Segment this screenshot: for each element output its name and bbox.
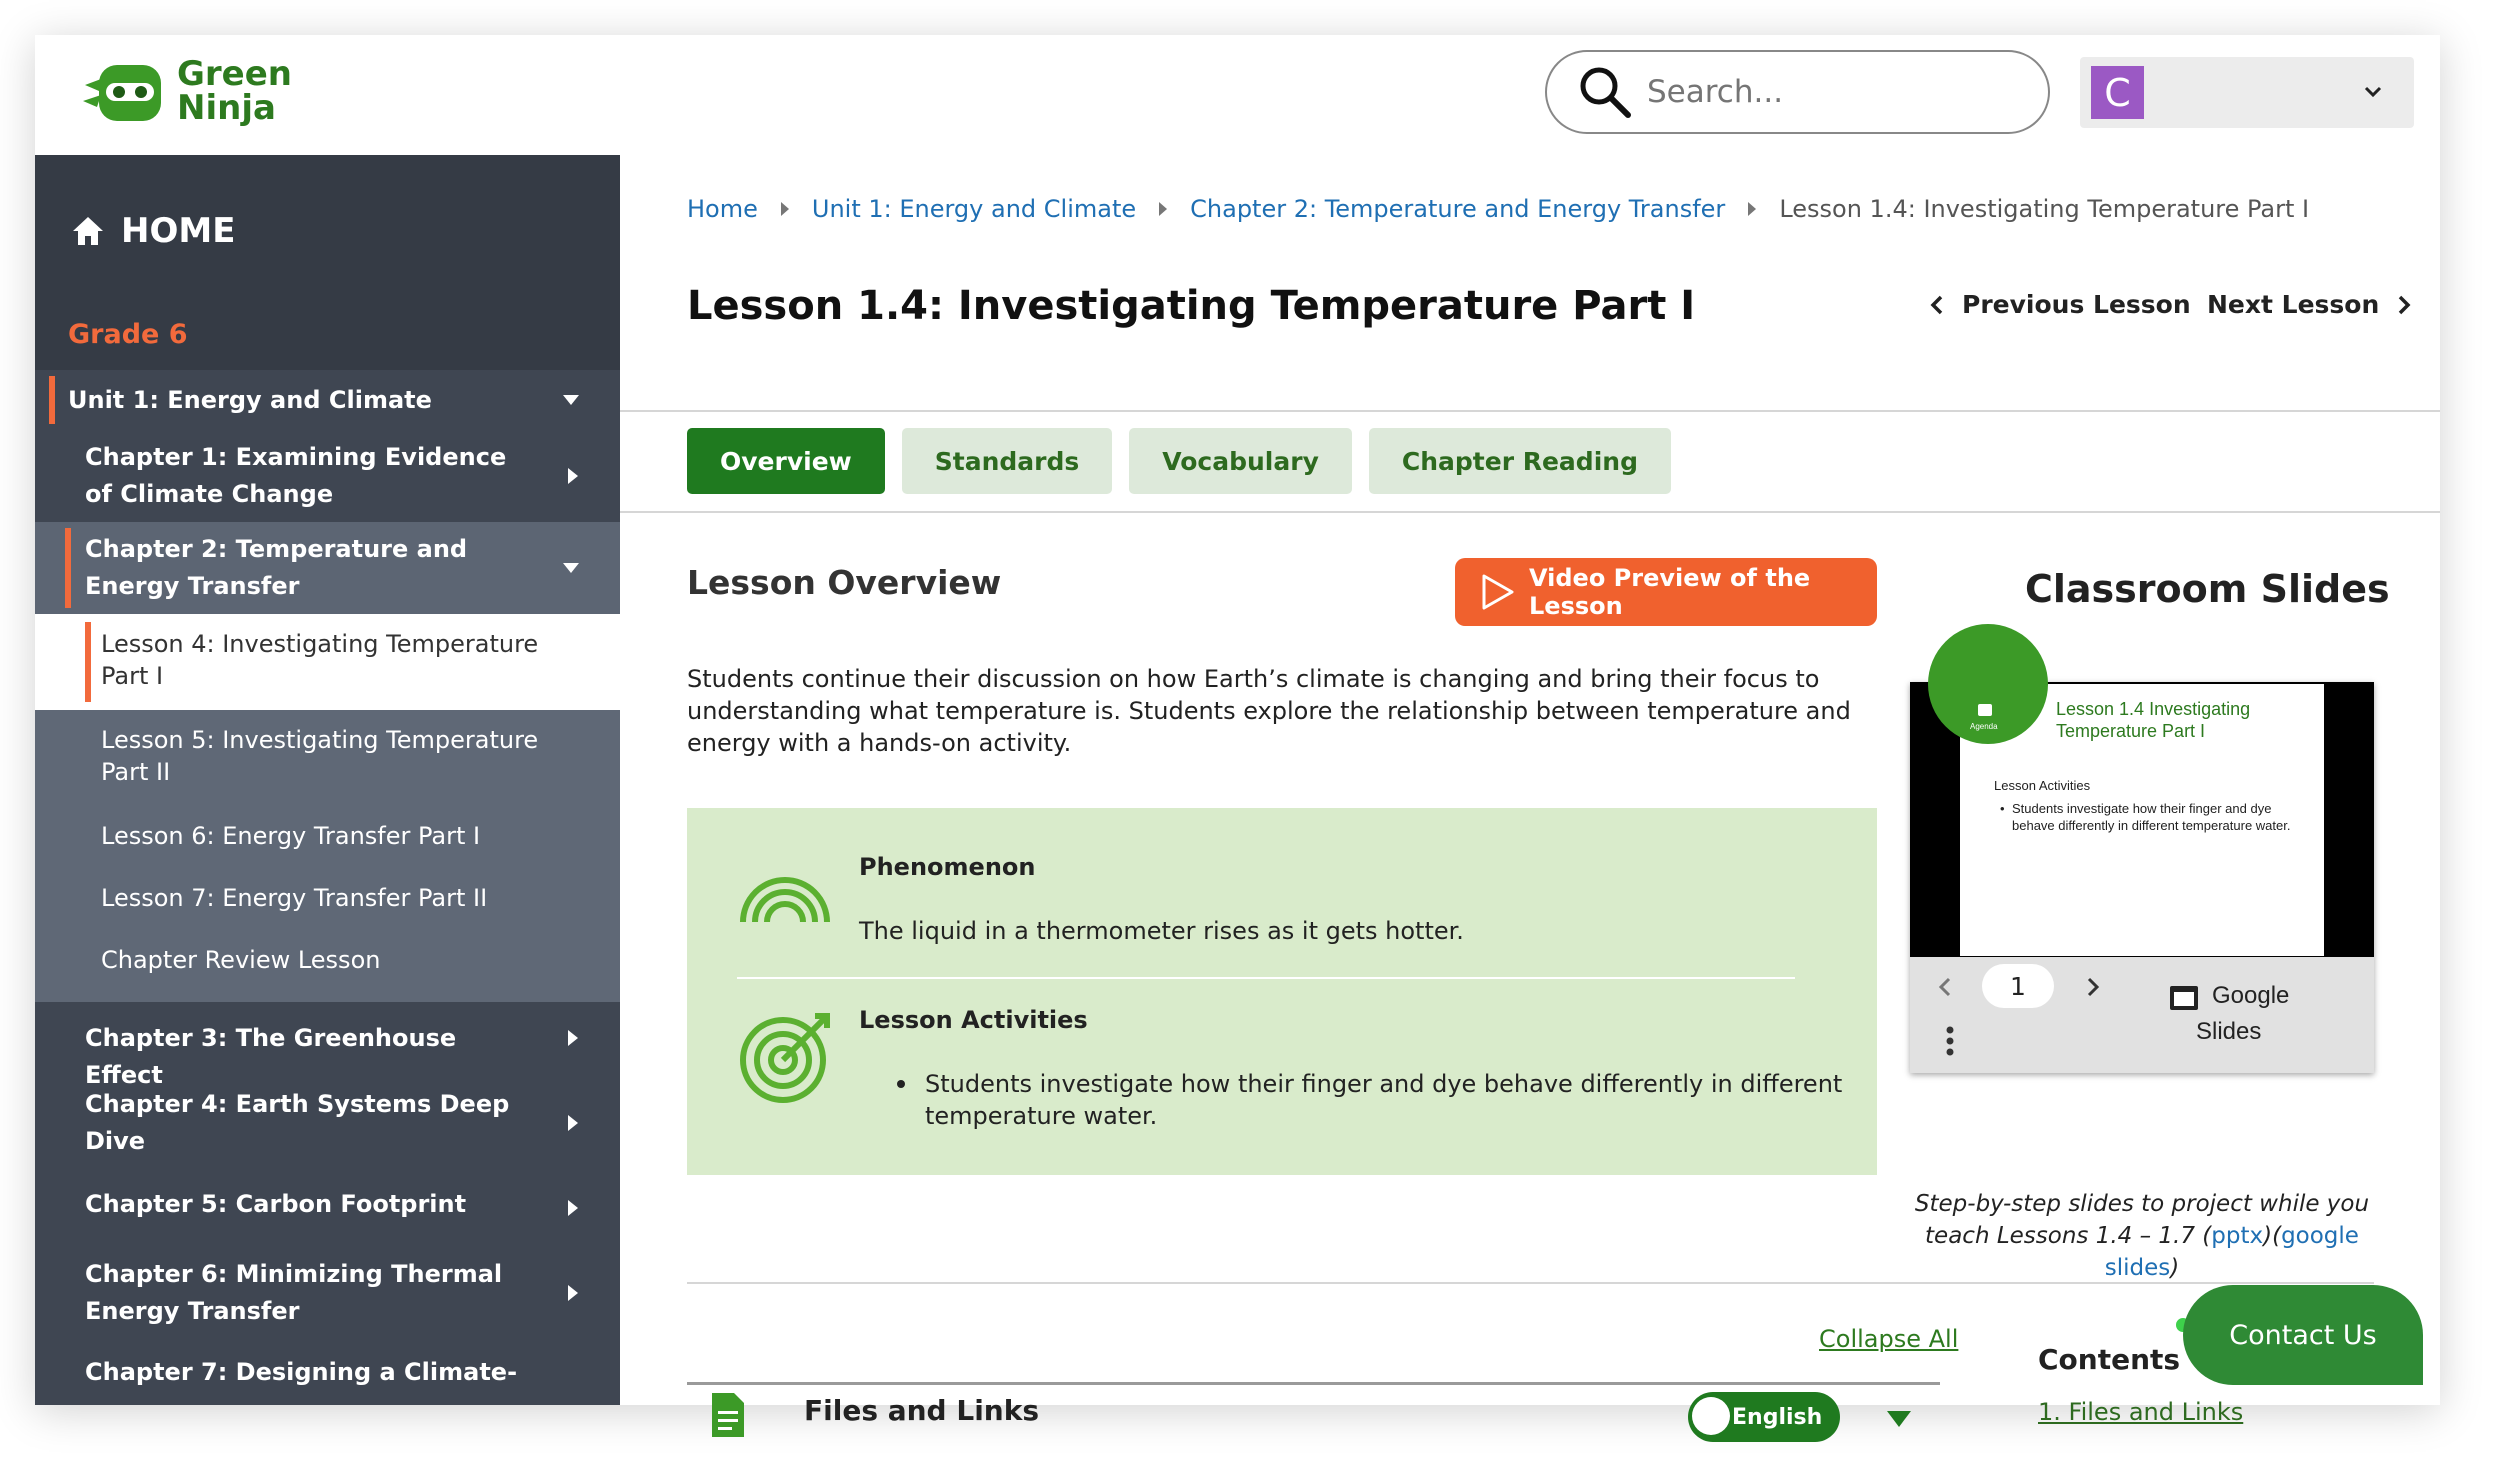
sidebar-item-label: Lesson 4: Investigating Temperature Part I [101, 630, 539, 690]
slide-bullet-mark: • [2000, 801, 2005, 816]
rainbow-icon [737, 868, 833, 924]
sidebar-item-chapter-2[interactable] [35, 522, 620, 614]
previous-lesson-link[interactable] [1930, 290, 2191, 319]
contents-heading: Contents [2038, 1343, 2181, 1376]
next-lesson-link[interactable] [2207, 290, 2411, 319]
caret-down-icon[interactable] [562, 561, 580, 575]
google-slides-label-1: Google [2212, 982, 2290, 1009]
sidebar-item-label: Chapter 4: Earth Systems Deep Dive [85, 1090, 510, 1155]
sidebar-item-chapter-1[interactable] [35, 430, 620, 522]
contact-us-button[interactable]: Contact Us [2183, 1285, 2423, 1385]
caption-text: Step-by-step slides to project while you teach Lessons 1.4 – 1.7 ( [1914, 1191, 2370, 1249]
sidebar-item-label: Chapter 7: Designing a Climate- [85, 1358, 518, 1386]
search-input[interactable] [1647, 74, 2027, 110]
collapse-all-link[interactable]: Collapse All [1819, 1325, 1959, 1353]
sidebar-lesson-6[interactable] [35, 806, 620, 868]
sidebar-item-chapter-3[interactable] [35, 1002, 620, 1089]
slide-bullet-row [1998, 800, 2298, 834]
home-label: HOME [121, 211, 236, 251]
files-and-links-heading[interactable]: Files and Links [804, 1394, 1040, 1427]
caret-right-icon [1747, 201, 1757, 217]
breadcrumb-chapter[interactable]: Chapter 2: Temperature and Energy Transfer [1190, 195, 1726, 223]
slide-heading [2056, 698, 2250, 742]
slide-preview [1960, 684, 2324, 956]
sidebar-home[interactable] [71, 211, 235, 251]
phenomenon-label: Phenomenon [859, 853, 1036, 881]
page-title: Lesson 1.4: Investigating Temperature Part I [687, 283, 1696, 329]
sidebar-item-label: Chapter 1: Examining Evidence of Climate Change [85, 443, 507, 508]
video-preview-button[interactable] [1455, 558, 1877, 626]
caret-right-icon[interactable] [566, 467, 580, 485]
agenda-icon [1978, 704, 1992, 716]
play-icon [1481, 573, 1515, 611]
tab-overview[interactable]: Overview [687, 428, 885, 494]
sidebar-item-label: Chapter 3: The Greenhouse Effect [85, 1024, 457, 1089]
search-icon[interactable] [1577, 64, 1633, 120]
caret-right-icon[interactable] [566, 1029, 580, 1047]
bullet-dot [897, 1080, 905, 1088]
slides-caption [1910, 1188, 2374, 1284]
sidebar-item-chapter-6[interactable] [35, 1244, 620, 1342]
chevron-left-icon[interactable] [1938, 976, 1952, 998]
breadcrumb-home[interactable]: Home [687, 195, 758, 223]
sidebar-item-label: Lesson 6: Energy Transfer Part I [101, 822, 481, 850]
slide-heading-line1: Lesson 1.4 Investigating [2056, 699, 2251, 719]
caret-right-icon [1158, 201, 1168, 217]
breadcrumb-current: Lesson 1.4: Investigating Temperature Part I [1779, 195, 2310, 223]
phenomenon-text: The liquid in a thermometer rises as it gets hotter. [859, 917, 1464, 945]
lesson-overview-heading: Lesson Overview [687, 563, 1002, 602]
caret-down-icon[interactable] [1886, 1409, 1912, 1429]
toggle-knob [1692, 1397, 1730, 1435]
slide-bullet: Students investigate how their finger and dye behave differently in different temperature water. [2012, 801, 2291, 833]
sidebar-item-label: Lesson 5: Investigating Temperature Part II [101, 726, 539, 786]
sidebar [35, 155, 620, 1405]
sidebar-item-unit-1[interactable] [35, 370, 620, 430]
caret-right-icon[interactable] [566, 1199, 580, 1217]
tab-vocabulary[interactable]: Vocabulary [1129, 428, 1352, 494]
sidebar-item-label: Chapter Review Lesson [101, 946, 381, 974]
lesson-overview-text: Students continue their discussion on how Earth’s climate is changing and bring their focus to understanding what temperature is. Students explore the relationship between temperature and energy with a hands-on activity. [687, 665, 1851, 757]
chevron-left-icon [1930, 294, 1944, 316]
pptx-link[interactable]: pptx [2211, 1223, 2264, 1249]
slide-sub: Lesson Activities [1994, 778, 2091, 793]
main-content [620, 155, 2440, 1430]
sidebar-lesson-4[interactable] [35, 614, 620, 710]
breadcrumb-unit[interactable]: Unit 1: Energy and Climate [811, 195, 1137, 223]
slide-agenda-label: Agenda [1970, 722, 1998, 731]
language-toggle[interactable] [1688, 1392, 1840, 1442]
sidebar-item-label: Lesson 7: Energy Transfer Part II [101, 884, 488, 912]
sidebar-chapter-review[interactable] [35, 930, 620, 1002]
caption-sep: )( [2263, 1223, 2282, 1249]
caret-right-icon[interactable] [566, 1114, 580, 1132]
divider [687, 1282, 2374, 1284]
logo[interactable] [79, 54, 292, 128]
more-vert-icon[interactable] [1946, 1026, 1954, 1056]
contents-item-files-links[interactable]: 1. Files and Links [2038, 1398, 2244, 1426]
phenomenon-activities-box [687, 808, 1877, 1175]
sidebar-item-chapter-7[interactable] [35, 1342, 620, 1402]
divider [687, 1382, 1940, 1385]
video-preview-label: Video Preview of the Lesson [1529, 564, 1811, 620]
chevron-down-icon[interactable] [2362, 81, 2384, 103]
google-slides-link[interactable] [2168, 978, 2289, 1050]
avatar[interactable]: C [2091, 66, 2144, 119]
active-indicator [49, 376, 55, 424]
home-icon [71, 215, 105, 247]
ninja-logo-icon [79, 57, 169, 125]
document-icon [708, 1391, 748, 1439]
sidebar-item-label: Chapter 6: Minimizing Thermal Energy Transfer [85, 1260, 503, 1325]
sidebar-lesson-7[interactable] [35, 868, 620, 930]
lesson-tabs [687, 428, 1671, 494]
sidebar-item-chapter-4[interactable] [35, 1074, 620, 1172]
classroom-slides-heading: Classroom Slides [2025, 567, 2390, 611]
top-header [35, 35, 2440, 155]
logo-text-line1: Green [177, 54, 292, 94]
sidebar-top [35, 155, 620, 370]
activities-label: Lesson Activities [859, 1006, 1088, 1034]
tab-chapter-reading[interactable]: Chapter Reading [1369, 428, 1671, 494]
active-indicator [85, 622, 91, 702]
breadcrumb [687, 195, 2309, 223]
previous-lesson-label: Previous Lesson [1962, 290, 2191, 319]
caption-end: ) [2170, 1255, 2180, 1281]
tab-standards[interactable]: Standards [902, 428, 1113, 494]
user-menu[interactable] [2080, 57, 2414, 128]
divider [737, 977, 1795, 979]
caret-right-icon [780, 201, 790, 217]
google-slides-text-link[interactable]: google slides [2104, 1223, 2359, 1281]
browser-frame [35, 35, 2440, 1430]
sidebar-item-chapter-5[interactable] [35, 1172, 620, 1244]
chevron-right-icon[interactable] [2086, 976, 2100, 998]
slides-embed[interactable] [1910, 682, 2374, 1073]
slide-page-number[interactable]: 1 [1982, 964, 2054, 1008]
chevron-right-icon [2397, 294, 2411, 316]
caret-right-icon[interactable] [566, 1284, 580, 1302]
lesson-list [35, 614, 620, 1002]
sidebar-item-label: Unit 1: Energy and Climate [68, 386, 432, 414]
divider [620, 410, 2440, 412]
search-box[interactable] [1545, 50, 2050, 134]
slide-heading-line2: Temperature Part I [2056, 721, 2206, 741]
next-lesson-label: Next Lesson [2207, 290, 2380, 319]
divider [620, 511, 2440, 513]
slide-viewport [1910, 682, 2374, 957]
caret-down-icon[interactable] [562, 393, 580, 407]
active-indicator [65, 528, 71, 608]
grade-label[interactable]: Grade 6 [68, 319, 188, 350]
sidebar-item-label: Chapter 2: Temperature and Energy Transfer [85, 535, 468, 600]
slide-body [1994, 777, 2298, 834]
logo-text-line2: Ninja [177, 88, 276, 128]
google-slides-label-2: Slides [2196, 1018, 2262, 1045]
sidebar-item-label: Chapter 5: Carbon Footprint [85, 1190, 467, 1218]
target-icon [739, 1008, 835, 1104]
activities-item: Students investigate how their finger and dye behave differently in different temperature water. [925, 1070, 1843, 1130]
sidebar-lesson-5[interactable] [35, 710, 620, 806]
language-label: English [1732, 1404, 1823, 1430]
